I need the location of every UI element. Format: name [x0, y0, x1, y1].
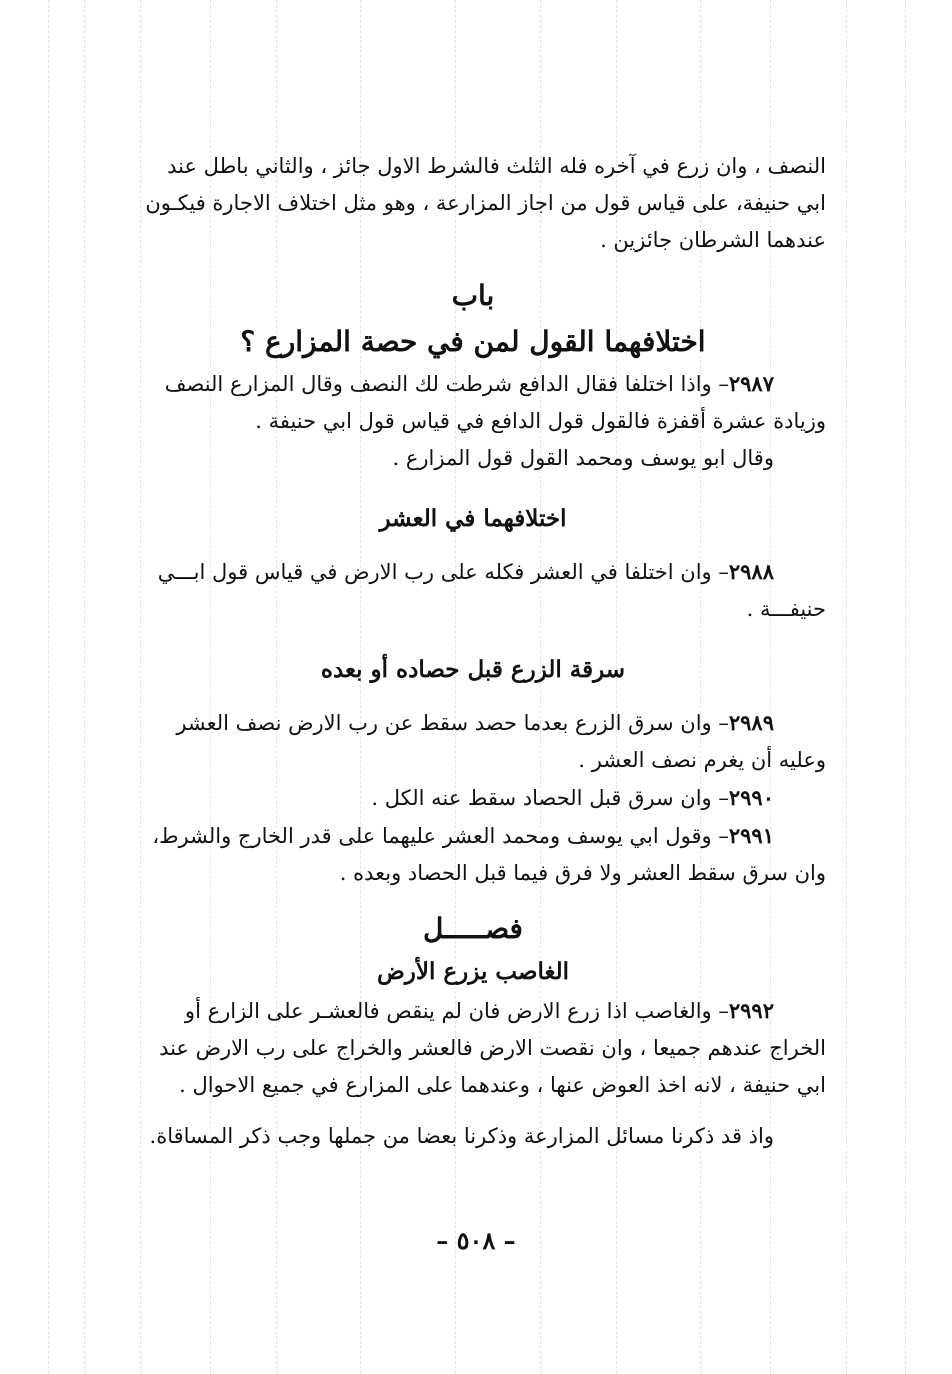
- page-number: – ٥٠٨ –: [436, 1226, 516, 1255]
- chapter-title: اختلافهما القول لمن في حصة المزارع ؟: [240, 325, 706, 358]
- paragraph-2992: [120, 992, 826, 1104]
- page-body: [120, 148, 826, 1155]
- paragraph-text: الخراج عندهم جميعا ، وان نقصت الارض فالعشر والخراج على رب الارض عند: [159, 1036, 826, 1060]
- paragraph-text: – واذا اختلفا فقال الدافع شرطت لك النصف وقال المزارع النصف: [164, 372, 729, 396]
- paragraph-text: – وان سرق الزرع بعدما حصد سقط عن رب الارض نصف العشر: [176, 711, 729, 735]
- paragraph-number: ٢٩٩١: [728, 823, 774, 848]
- paragraph-2988: [120, 553, 826, 628]
- section-heading-ushr: اختلافهما في العشر: [379, 505, 567, 532]
- paragraph-text: وعليه أن يغرم نصف العشر .: [578, 748, 826, 772]
- intro-line: ابي حنيفة، على قياس قول من اجاز المزارعة ، وهو مثل اختلاف الاجارة فيكـون: [145, 191, 826, 215]
- section-heading-ghasib: الغاصب يزرع الأرض: [377, 958, 569, 985]
- paragraph-text: – والغاصب اذا زرع الارض فان لم ينقص فالعشـر على الزارع أو: [184, 999, 729, 1023]
- paragraph-text: وزيادة عشرة أقفزة فالقول قول الدافع في قياس قول ابي حنيفة .: [255, 409, 826, 433]
- intro-paragraph: [120, 148, 826, 259]
- paragraph-text: – وان اختلفا في العشر فكله على رب الارض في قياس قول ابـــي: [157, 560, 729, 584]
- intro-line: النصف ، وان زرع في آخره فله الثلث فالشرط الاول جائز ، والثاني باطل عند: [167, 154, 826, 178]
- paragraph-2991: [120, 817, 826, 892]
- paragraph-text: – وان سرق قبل الحصاد سقط عنه الكل .: [371, 786, 729, 810]
- paragraph-text: حنيفـــة .: [746, 597, 826, 621]
- fasl-heading: فصـــــل: [423, 912, 523, 945]
- paragraph-number: ٢٩٩٢: [728, 998, 774, 1023]
- section-heading-theft: سرقة الزرع قبل حصاده أو بعده: [320, 656, 626, 683]
- paragraph-2987: [120, 365, 826, 477]
- paragraph-number: ٢٩٩٠: [728, 785, 774, 810]
- paragraph-text: ابي حنيفة ، لانه اخذ العوض عنها ، وعندهما على المزارع في جميع الاحوال .: [179, 1073, 826, 1097]
- paragraph-2989: [120, 704, 826, 779]
- closing-paragraph: واذ قد ذكرنا مسائل المزارعة وذكرنا بعضا من جملها وجب ذكر المساقاة.: [149, 1124, 774, 1148]
- paragraph-number: ٢٩٨٨: [728, 559, 774, 584]
- paragraph-number: ٢٩٨٩: [728, 710, 774, 735]
- paragraph-text: – وقول ابي يوسف ومحمد العشر عليهما على قدر الخارج والشرط،: [152, 824, 729, 848]
- paragraph-2990: [120, 779, 826, 817]
- paragraph-number: ٢٩٨٧: [728, 371, 774, 396]
- bab-heading: باب: [451, 279, 495, 312]
- paragraph-text: وقال ابو يوسف ومحمد القول قول المزارع .: [392, 446, 774, 470]
- paragraph-text: وان سرق سقط العشر ولا فرق فيما قبل الحصاد وبعده .: [339, 861, 826, 885]
- intro-line: عندهما الشرطان جائزين .: [600, 228, 826, 252]
